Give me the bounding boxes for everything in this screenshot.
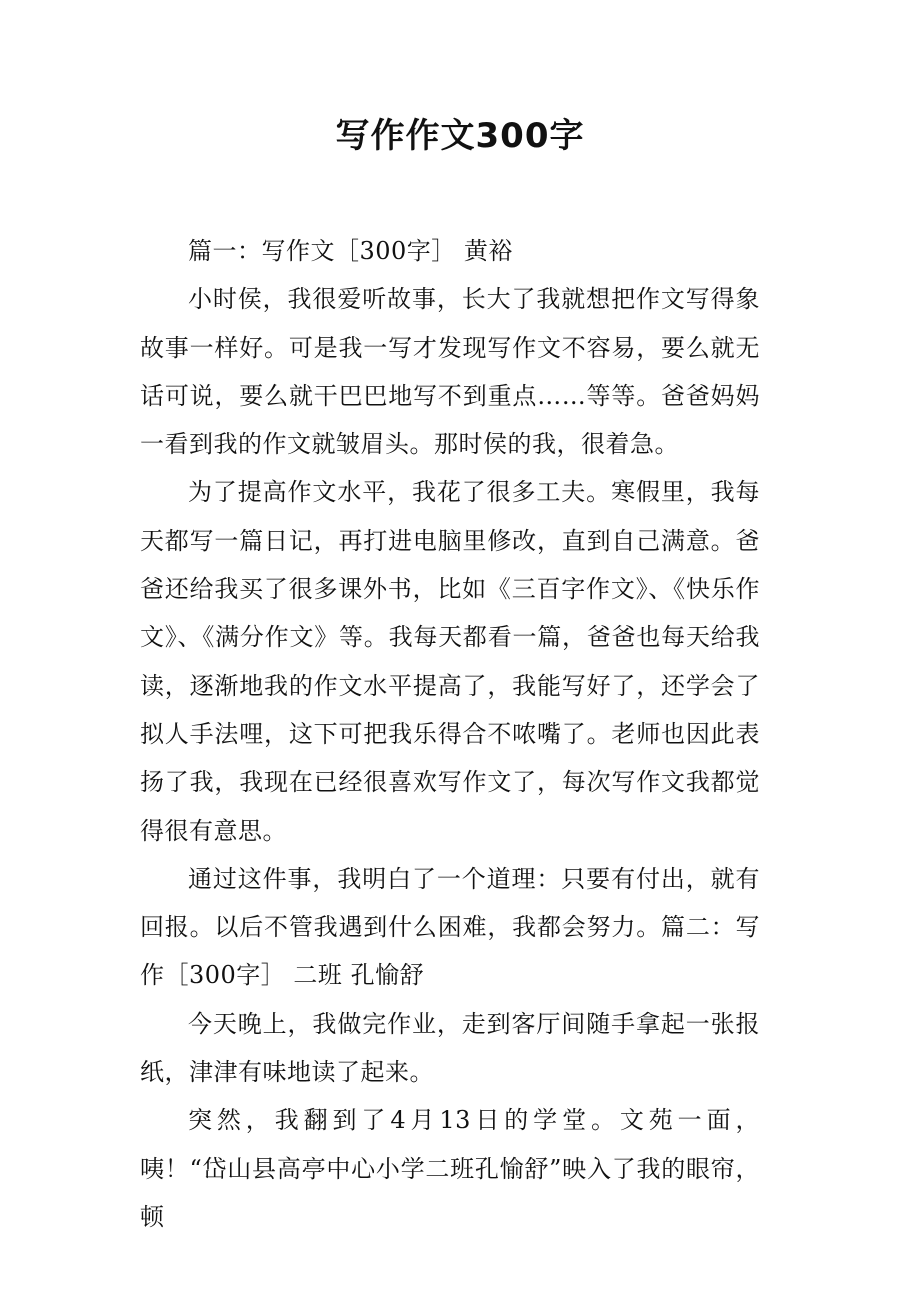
paragraph-5: 今天晚上，我做完作业，走到客厅间随手拿起一张报纸，津津有味地读了起来。 xyxy=(140,1009,760,1087)
paragraph-3: 为了提高作文水平，我花了很多工夫。寒假里，我每天都写一篇日记，再打进电脑里修改，直到自己满意。爸爸还给我买了很多课外书，比如《三百字作文》、《快乐作文》、《满分作文》等。我每天都看一篇，爸爸也每天给我读，逐渐地我的作文水平提高了，我能写好了，还学会了拟人手法哩，这下可把我乐得合不哝嘴了。老师也因此表扬了我，我现在已经很喜欢写作文了，每次写作文我都觉得很有意思。 xyxy=(140,478,760,845)
document-body xyxy=(140,227,760,1241)
page-title: 写作作文300字 xyxy=(335,116,585,156)
paragraph-4: 通过这件事，我明白了一个道理：只要有付出，就有回报。以后不管我遇到什么困难，我都会努力。篇二：写作［300字］ 二班 孔愉舒 xyxy=(140,864,760,990)
paragraph-2: 小时侯，我很爱听故事，长大了我就想把作文写得象故事一样好。可是我一写才发现写作文不容易，要么就无话可说，要么就干巴巴地写不到重点……等等。爸爸妈妈一看到我的作文就皱眉头。那时侯的我，很着急。 xyxy=(140,285,760,459)
paragraph-6: 突然，我翻到了4月13日的学堂。文苑一面，咦！“岱山县高亭中心小学二班孔愉舒”映入了我的眼帘，顿 xyxy=(140,1106,760,1231)
paragraph-1: 篇一：写作文［300字］ 黄裕 xyxy=(188,237,513,265)
